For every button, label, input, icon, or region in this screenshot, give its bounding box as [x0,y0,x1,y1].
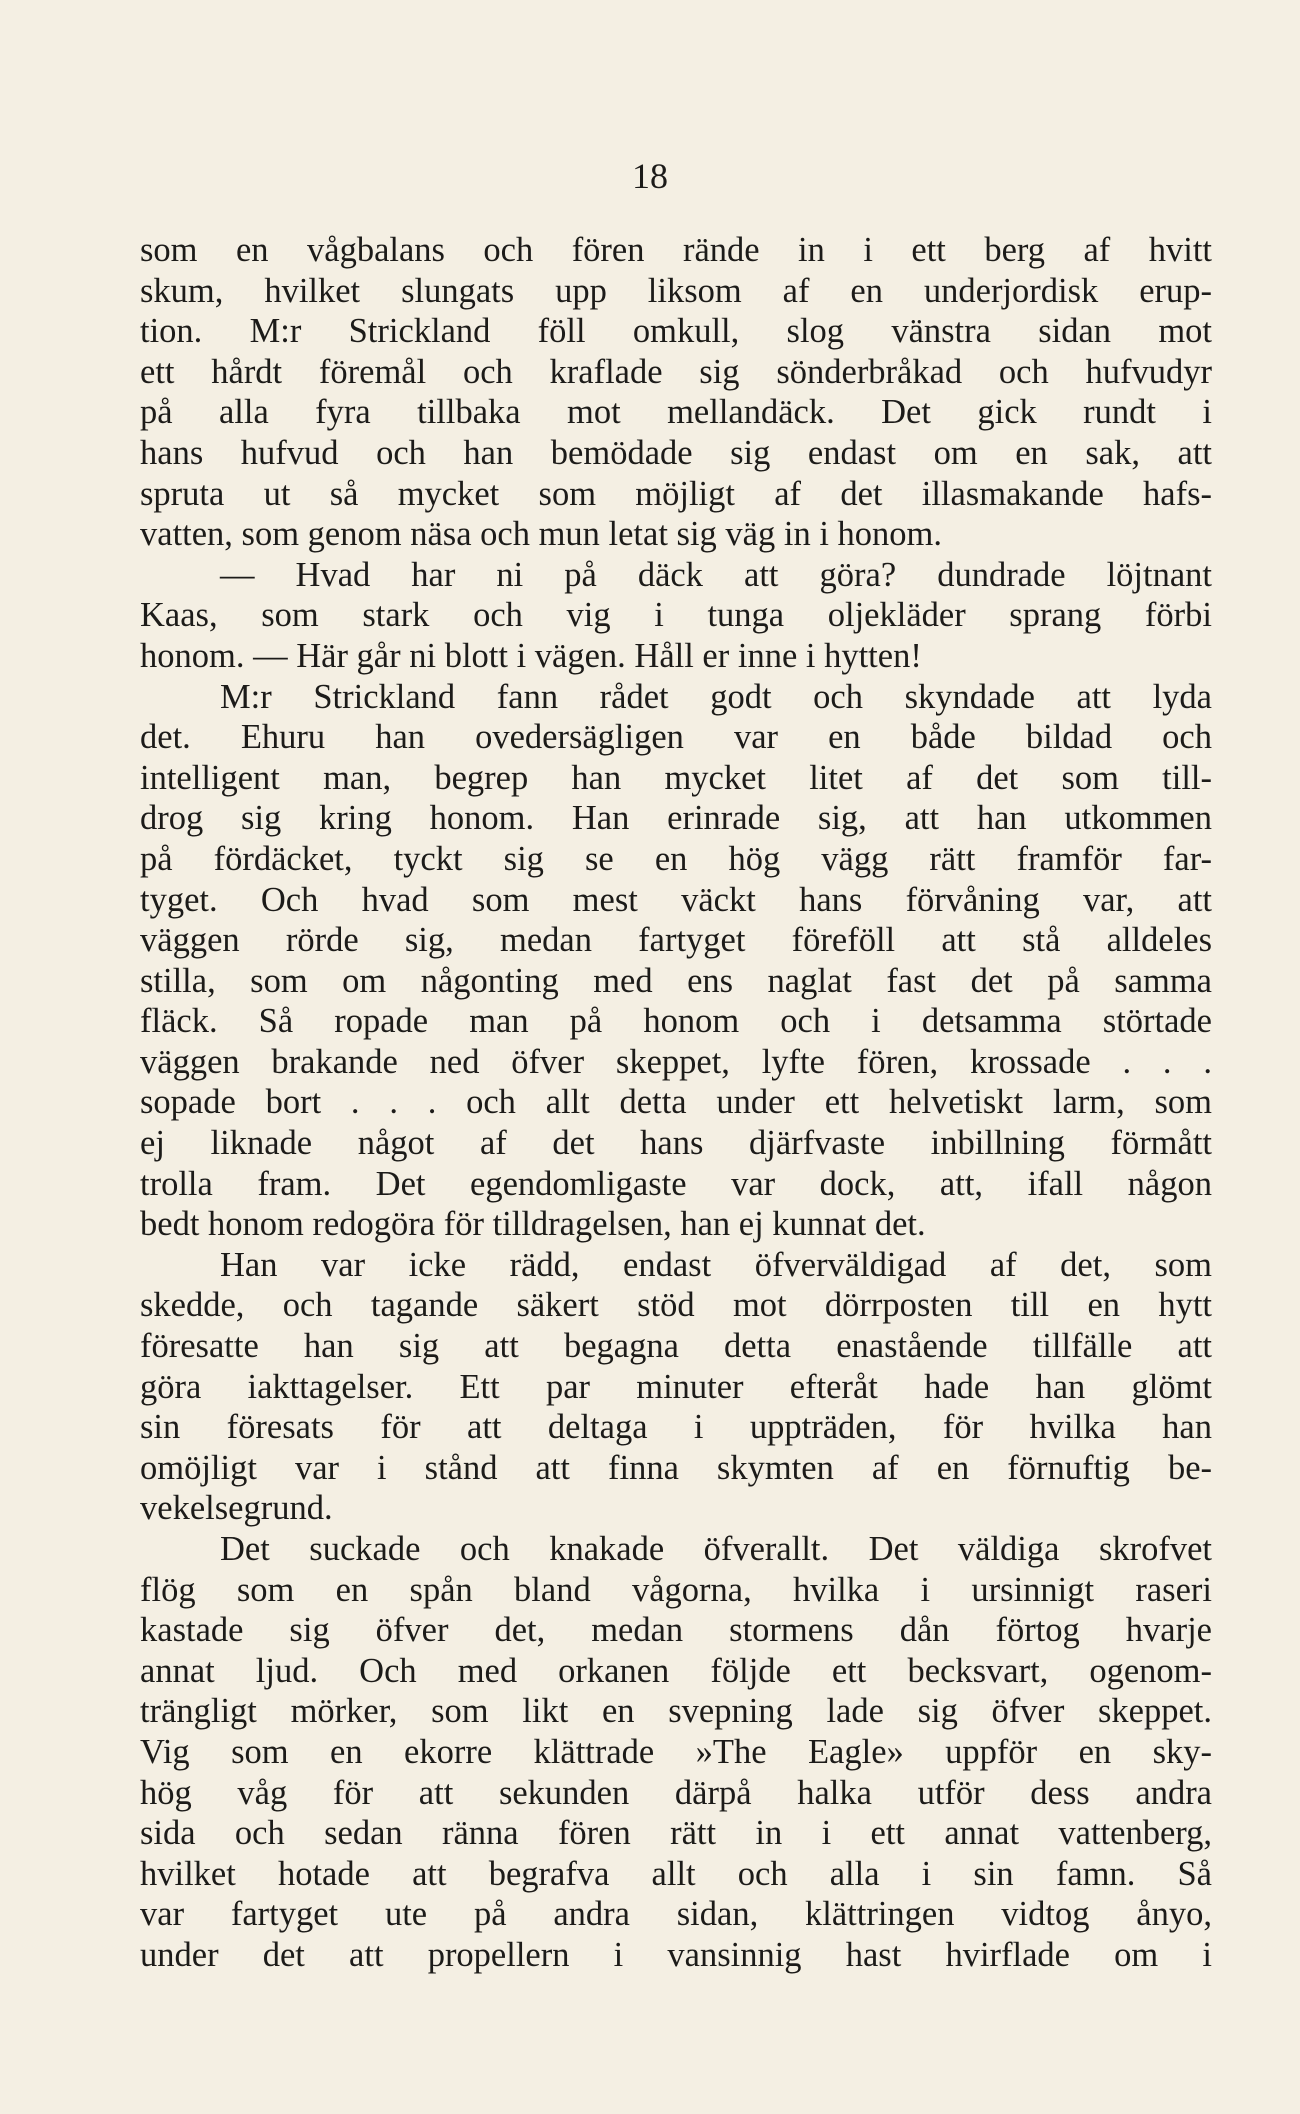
text-line: M:r Strickland fann rådet godt och skyndade att lyda [220,677,1212,716]
text-line: trolla fram. Det egendomligaste var dock, att, ifall någon [140,1164,1212,1203]
text-line: föresatte han sig att begagna detta enastående tillfälle att [140,1327,1212,1366]
text-line: sin föresats för att deltaga i uppträden, för hvilka han [140,1408,1212,1447]
text-line: skedde, och tagande säkert stöd mot dörrposten till en hytt [140,1286,1212,1325]
text-line: sida och sedan ränna fören rätt in i ett annat vattenberg, [140,1814,1212,1853]
text-line: på alla fyra tillbaka mot mellandäck. Det gick rundt i [140,393,1212,432]
text-line: annat ljud. Och med orkanen följde ett becksvart, ogenom- [140,1651,1212,1690]
text-line: vekelsegrund. [140,1489,333,1528]
text-line: ej liknade något af det hans djärfvaste inbillning förmått [140,1124,1212,1163]
text-line: vatten, som genom näsa och mun letat sig väg in i honom. [140,515,942,554]
text-line: honom. — Här går ni blott i vägen. Håll er inne i hytten! [140,636,922,675]
text-line: omöjligt var i stånd att finna skymten af en förnuftig be- [140,1448,1212,1487]
text-line: hög våg för att sekunden därpå halka utför dess andra [140,1773,1212,1812]
text-line: trängligt mörker, som likt en svepning lade sig öfver skeppet. [140,1692,1212,1731]
text-line: tion. M:r Strickland föll omkull, slog vänstra sidan mot [140,312,1212,351]
text-line: det. Ehuru han ovedersägligen var en både bildad och [140,718,1212,757]
text-line: Vig som en ekorre klättrade »The Eagle» uppför en sky- [140,1732,1212,1771]
text-line: väggen rörde sig, medan fartyget föreföll att stå alldeles [140,921,1212,960]
text-line: som en vågbalans och fören rände in i ett berg af hvitt [140,231,1212,269]
text-line: sopade bort . . . och allt detta under ett helvetiskt larm, som [140,1083,1212,1122]
text-line: intelligent man, begrep han mycket litet af det som till- [140,758,1212,797]
text-line: Han var icke rädd, endast öfverväldigad af det, som [220,1245,1212,1284]
body-text [140,230,1212,1976]
text-line: på fördäcket, tyckt sig se en hög vägg rätt framför far- [140,839,1212,878]
text-line: bedt honom redogöra för tilldragelsen, han ej kunnat det. [140,1205,926,1244]
text-line: stilla, som om någonting med ens naglat fast det på samma [140,961,1212,1000]
text-line: Kaas, som stark och vig i tunga oljekläder sprang förbi [140,596,1212,635]
text-line: tyget. Och hvad som mest väckt hans förvåning var, att [140,880,1212,919]
text-line: göra iakttagelser. Ett par minuter efteråt hade han glömt [140,1367,1212,1406]
text-line: spruta ut så mycket som möjligt af det illasmakande hafs- [140,474,1212,513]
text-line: under det att propellern i vansinnig hast hvirflade om i [140,1935,1212,1974]
text-line: Det suckade och knakade öfverallt. Det väldiga skrofvet [220,1530,1212,1568]
text-line: var fartyget ute på andra sidan, klättringen vidtog ånyo, [140,1895,1212,1934]
text-line: drog sig kring honom. Han erinrade sig, att han utkommen [140,799,1212,838]
text-line: kastade sig öfver det, medan stormens dån förtog hvarje [140,1611,1212,1650]
text-line: ett hårdt föremål och kraflade sig sönderbråkad och hufvudyr [140,352,1212,391]
text-line: fläck. Så ropade man på honom och i detsamma störtade [140,1002,1212,1041]
text-line: hvilket hotade att begrafva allt och alla i sin famn. Så [140,1854,1212,1893]
page-number: 18 [632,156,668,196]
text-line: — Hvad har ni på däck att göra? dundrade löjtnant [220,555,1212,594]
text-line: skum, hvilket slungats upp liksom af en underjordisk erup- [140,271,1212,310]
text-line: hans hufvud och han bemödade sig endast om en sak, att [140,433,1212,472]
text-line: flög som en spån bland vågorna, hvilka i ursinnigt raseri [140,1570,1212,1609]
text-line: väggen brakande ned öfver skeppet, lyfte fören, krossade . . . [140,1042,1212,1081]
